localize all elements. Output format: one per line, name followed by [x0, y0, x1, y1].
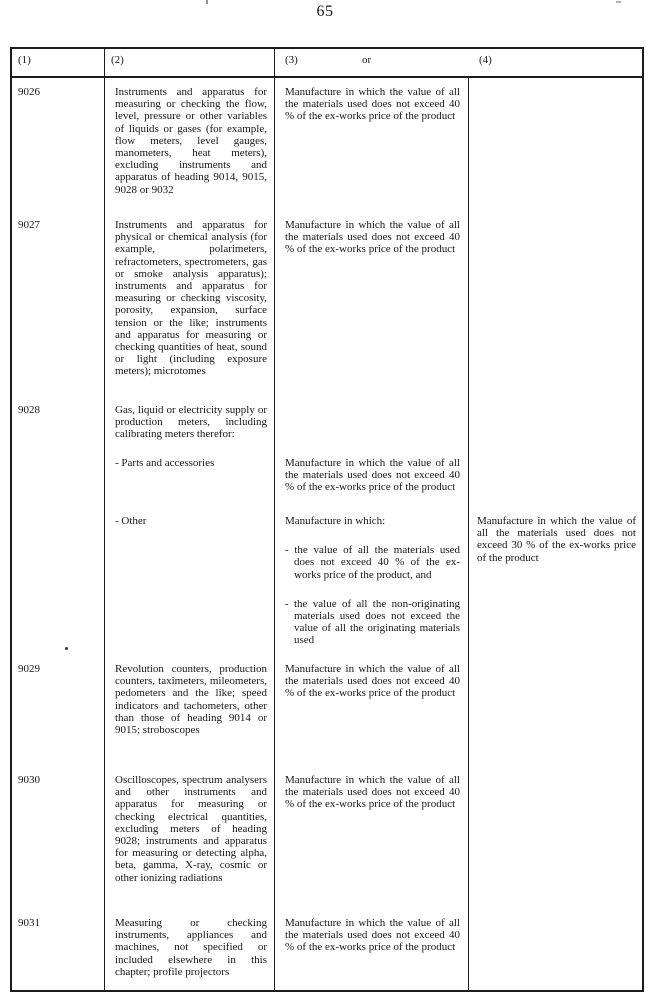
- goods-description-9028: Gas, liquid or electricity supply or production meters, including calibrating meters therefor:: [105, 404, 275, 457]
- heading-code-9028: 9028: [12, 404, 105, 457]
- origin-rule-9029: Manufacture in which the value of all the materials used does not exceed 40 % of the ex-works price of the product: [275, 663, 469, 774]
- header-or-label: or: [362, 54, 372, 66]
- header-col2: (2): [105, 49, 275, 76]
- header-col3-col4: [275, 49, 642, 76]
- goods-description-9027: Instruments and apparatus for physical or chemical analysis (for example, polarimeters, refractometers, spectrometers, gas or smoke analysis apparatus); instruments and apparatus for measuring or checking viscosity, porosity, expansion, surface tension or the like; instruments and apparatus for measuring or checking quantities of heat, sound or light (including exposure meters); microtomes: [105, 219, 275, 404]
- origin-rule-alt-9027: [469, 219, 642, 404]
- scan-artifact: [616, 1, 621, 3]
- header-col3-label: (3): [285, 54, 298, 66]
- origin-rule-9030: Manufacture in which the value of all the materials used does not exceed 40 % of the ex-works price of the product: [275, 774, 469, 917]
- header-col1: (1): [12, 49, 105, 76]
- origin-rule-9028: [275, 404, 469, 457]
- origin-rule-alt-9026: [469, 78, 642, 219]
- table-body: [12, 78, 642, 990]
- goods-description-9026: Instruments and apparatus for measuring or checking the flow, level, pressure or other variables of liquids or gases (for example, flow meters, level gauges, manometers, heat meters), excluding instruments and apparatus of heading 9014, 9015, 9028 or 9032: [105, 78, 275, 219]
- goods-description-9031: Measuring or checking instruments, appliances and machines, not specified or included elsewhere in this chapter; profile projectors: [105, 917, 275, 990]
- rule-condition-1: - the value of all the materials used does not exceed 40 % of the ex-works price of the product, and: [285, 544, 460, 581]
- origin-rule-alt-9031: [469, 917, 642, 990]
- heading-code-9029: 9029: [12, 663, 105, 774]
- heading-code-9028-other: [12, 515, 105, 663]
- goods-description-9028-other: - Other: [105, 515, 275, 663]
- origin-rule-9027: Manufacture in which the value of all the materials used does not exceed 40 % of the ex-works price of the product: [275, 219, 469, 404]
- goods-description-9028-parts: - Parts and accessories: [105, 457, 275, 515]
- origin-rule-9028-parts: Manufacture in which the value of all the materials used does not exceed 40 % of the ex-works price of the product: [275, 457, 469, 515]
- origin-rule-9028-other: [275, 515, 469, 663]
- goods-description-9030: Oscilloscopes, spectrum analysers and other instruments and apparatus for measuring or checking electrical quantities, excluding meters of heading 9028; instruments and apparatus for measuring or detecting alpha, beta, gamma, X-ray, cosmic or other ionizing radiations: [105, 774, 275, 917]
- heading-code-9028-parts: [12, 457, 105, 515]
- page-number: 65: [316, 3, 334, 20]
- scan-artifact: [206, 0, 208, 4]
- rule-condition-2: - the value of all the non-originating materials used does not exceed the value of all the originating materials used: [285, 597, 460, 647]
- origin-rule-9031: Manufacture in which the value of all the materials used does not exceed 40 % of the ex-works price of the product: [275, 917, 469, 990]
- heading-code-9030: 9030: [12, 774, 105, 917]
- table-header-row: [12, 49, 642, 78]
- rule-intro: Manufacture in which:: [285, 515, 386, 527]
- heading-code-9031: 9031: [12, 917, 105, 990]
- origin-rule-alt-9030: [469, 774, 642, 917]
- origin-rule-alt-9029: [469, 663, 642, 774]
- scan-artifact: [65, 647, 68, 650]
- header-col4-label: (4): [479, 54, 492, 66]
- rules-of-origin-table: [10, 47, 644, 992]
- origin-rule-alt-9028-other: Manufacture in which the value of all the materials used does not exceed 30 % of the ex-works price of the product: [477, 515, 636, 564]
- heading-code-9027: 9027: [12, 219, 105, 404]
- origin-rule-9026: Manufacture in which the value of all the materials used does not exceed 40 % of the ex-works price of the product: [275, 78, 469, 219]
- origin-rule-alt-9028-parts: [469, 457, 642, 515]
- heading-code-9026: 9026: [12, 78, 105, 219]
- goods-description-9029: Revolution counters, production counters, taximeters, mileometers, pedometers and the like; speed indicators and tachometers, other than those of heading 9014 or 9015; stroboscopes: [105, 663, 275, 774]
- origin-rule-alt-9028: [469, 404, 642, 457]
